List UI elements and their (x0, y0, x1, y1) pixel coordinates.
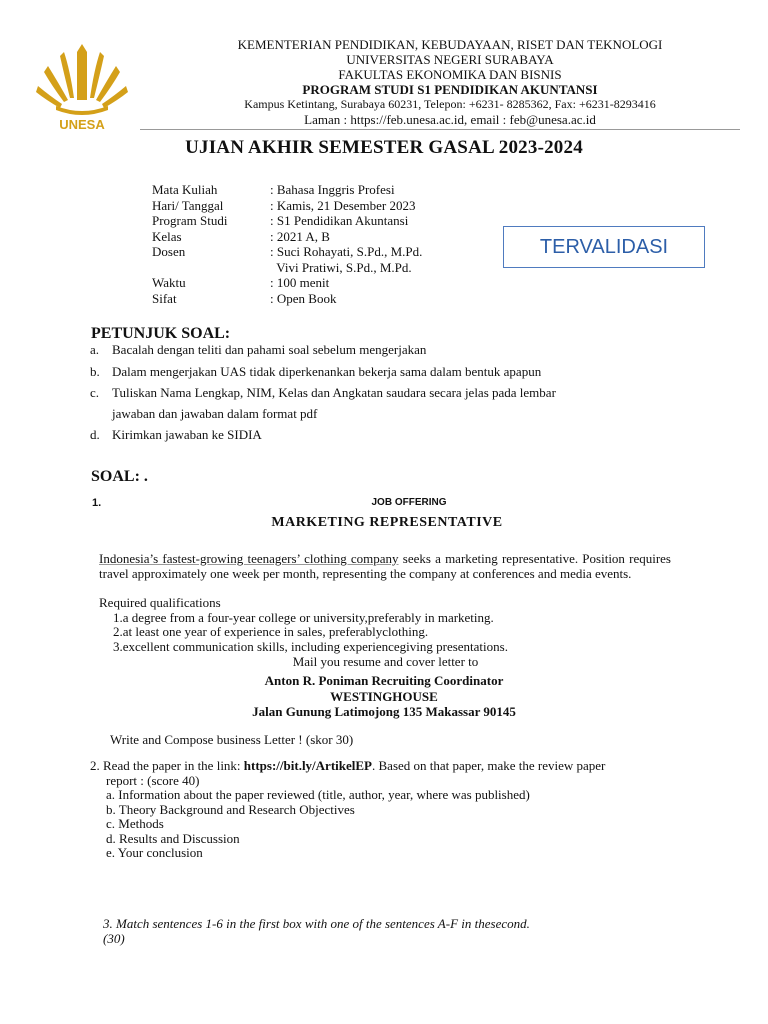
letterhead (140, 37, 760, 127)
question-3 (103, 916, 530, 946)
requirement-item: 2.at least one year of experience in sales, preferablyclothing. (113, 624, 429, 639)
question-1-number: 1. (92, 497, 102, 509)
instruction-text: jawaban dan jawaban dalam format pdf (112, 406, 318, 421)
address-line: Anton R. Poniman Recruiting Coordinator (264, 673, 504, 688)
instruction-item (90, 406, 317, 422)
instruction-letter: a. (90, 342, 100, 357)
info-key (152, 260, 270, 276)
question-2-intro (90, 759, 690, 774)
address-line: Jalan Gunung Latimojong 135 Makassar 90145 (252, 704, 516, 719)
address-line: Kampus Ketintang, Surabaya 60231, Telepon: +6231- 8285362, Fax: +6231-8293416 (244, 97, 656, 111)
info-key: Hari/ Tanggal (152, 197, 224, 213)
question-1-task: Write and Compose business Letter ! (skor 30) (110, 732, 354, 747)
info-row (152, 244, 422, 260)
instruction-item (90, 364, 541, 380)
instruction-text: Kirimkan jawaban ke SIDIA (112, 427, 262, 442)
instruction-letter: d. (90, 427, 100, 442)
info-value: : Suci Rohayati, S.Pd., M.Pd. (270, 244, 423, 259)
ministry-line: KEMENTERIAN PENDIDIKAN, KEBUDAYAAN, RISET DAN TEKNOLOGI (237, 37, 663, 52)
info-value: Vivi Pratiwi, S.Pd., M.Pd. (270, 259, 412, 275)
instructions-heading: PETUNJUK SOAL: (91, 325, 231, 342)
info-value: : Bahasa Inggris Profesi (270, 182, 395, 197)
review-item: c. Methods (106, 816, 164, 831)
info-key: Program Studi (152, 213, 228, 228)
info-value: : 2021 A, B (270, 228, 330, 244)
question-3-score: (30) (103, 931, 125, 946)
position-title: MARKETING REPRESENTATIVE (271, 515, 503, 530)
header-divider (140, 129, 740, 130)
info-key: Sifat (152, 290, 177, 306)
program-line: PROGRAM STUDI S1 PENDIDIKAN AKUNTANSI (302, 82, 598, 97)
info-value: : S1 Pendidikan Akuntansi (270, 213, 409, 228)
info-value: : Kamis, 21 Desember 2023 (270, 197, 416, 213)
university-line: UNIVERSITAS NEGERI SURABAYA (346, 52, 554, 67)
instruction-item (90, 342, 426, 358)
info-key: Mata Kuliah (152, 182, 218, 197)
requirement-item: 3.excellent communication skills, including experiencegiving presentations. (113, 638, 508, 654)
info-row (152, 198, 422, 214)
info-row (152, 182, 422, 198)
instruction-letter: c. (90, 385, 100, 400)
instruction-item (90, 385, 556, 401)
mailing-address (0, 673, 768, 720)
ad-text: seeks a marketing representative. Position requires travel approximately one week per month, representing the company at conferences and media events. (99, 551, 671, 581)
info-value: : 100 menit (270, 275, 330, 290)
logo-text: UNESA (59, 117, 105, 132)
job-offering-label: JOB OFFERING (371, 497, 447, 508)
info-row (152, 229, 422, 245)
requirements (99, 596, 508, 654)
instruction-text: Tuliskan Nama Lengkap, NIM, Kelas dan Angkatan saudara secara jelas pada lembar (112, 385, 556, 400)
info-key: Kelas (152, 228, 182, 244)
exam-info (152, 182, 422, 306)
questions-heading: SOAL: . (91, 468, 148, 485)
review-item: d. Results and Discussion (106, 830, 240, 846)
article-link[interactable]: https://bit.ly/ArtikelEP (243, 758, 372, 773)
company-description: Indonesia’s fastest-growing teenagers’ clothing company (99, 551, 399, 566)
requirements-heading: Required qualifications (99, 595, 221, 610)
review-item: a. Information about the paper reviewed (title, author, year, where was published) (106, 787, 530, 802)
info-key: Dosen (152, 244, 186, 259)
info-row (152, 213, 422, 229)
question-3-text: 3. Match sentences 1-6 in the first box with one of the sentences A-F in thesecond. (103, 916, 530, 931)
faculty-line: FAKULTAS EKONOMIKA DAN BISNIS (338, 67, 562, 82)
instruction-item (90, 427, 262, 443)
job-ad-paragraph (99, 552, 671, 581)
review-item: b. Theory Background and Research Objectives (106, 801, 355, 817)
info-value: : Open Book (270, 290, 337, 306)
question-2 (90, 759, 690, 861)
instruction-letter: b. (90, 364, 100, 379)
question-2-score: report : (score 40) (106, 772, 200, 788)
requirement-item: 1.a degree from a four-year college or university,preferably in marketing. (113, 609, 494, 625)
mail-instruction: Mail you resume and cover letter to (292, 654, 479, 669)
info-row (152, 275, 422, 291)
info-row (152, 291, 422, 307)
question-2-text: 2. Read the paper in the link: (90, 758, 244, 773)
exam-title: UJIAN AKHIR SEMESTER GASAL 2023-2024 (185, 137, 583, 158)
address-line: WESTINGHOUSE (330, 688, 438, 704)
info-key: Waktu (152, 275, 186, 290)
instruction-text: Dalam mengerjakan UAS tidak diperkenankan bekerja sama dalam bentuk apapun (112, 364, 542, 379)
question-2-text: . Based on that paper, make the review paper (372, 758, 606, 773)
review-item: e. Your conclusion (106, 845, 203, 860)
validated-stamp: TERVALIDASI (503, 226, 705, 268)
website-line: Laman : https://feb.unesa.ac.id, email : feb@unesa.ac.id (304, 112, 596, 127)
info-row (152, 260, 422, 276)
unesa-logo (34, 40, 130, 132)
instruction-text: Bacalah dengan teliti dan pahami soal sebelum mengerjakan (112, 342, 427, 357)
